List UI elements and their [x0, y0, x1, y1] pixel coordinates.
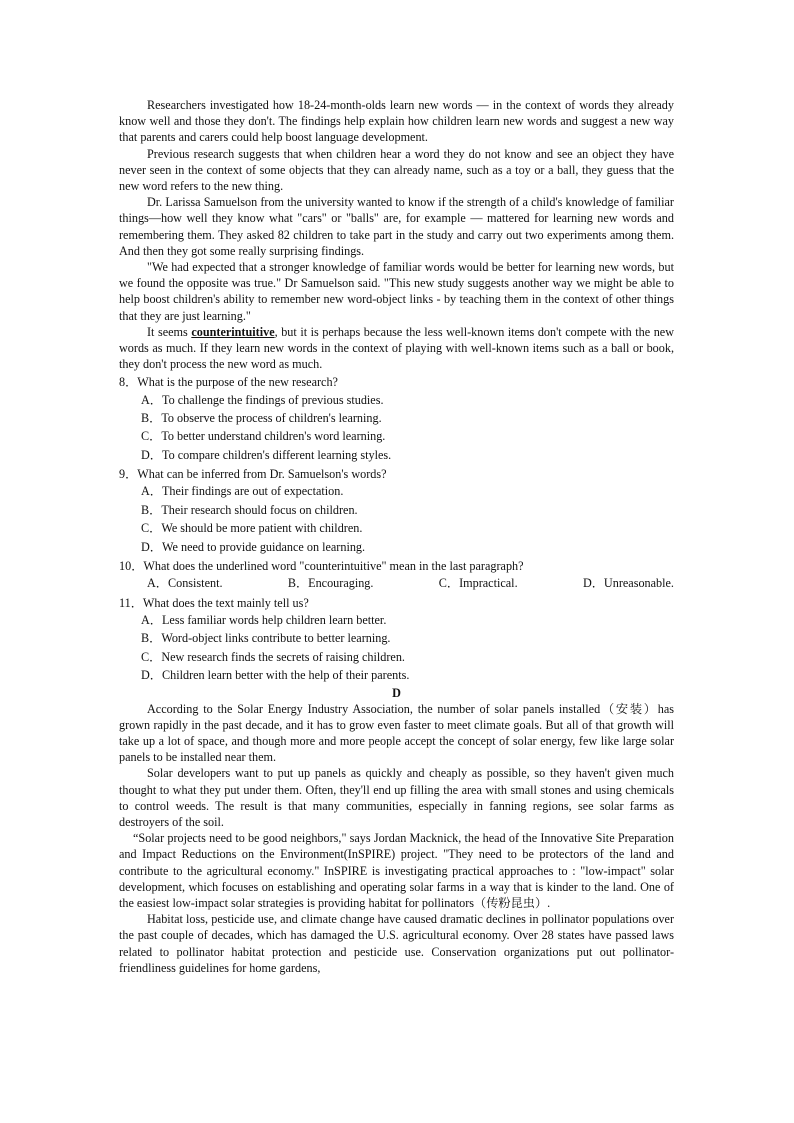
option-a: A．Their findings are out of expectation. — [141, 484, 344, 499]
option-a: A．Less familiar words help children learn better. — [141, 612, 387, 627]
option-b: B．Their research should focus on children. — [141, 502, 358, 517]
passage-d-paragraph-4: Habitat loss, pesticide use, and climate change have caused dramatic declines in pollinator populations over the past couple of decades, which has damaged the U.S. agricultural economy. Over 28 states have passed laws related to pollinator habitat protection and pesticide use. Conservation organizations put out pollinator-friendliness guidelines for home gardens, — [119, 912, 674, 975]
passage-d-paragraph-3: “Solar projects need to be good neighbors," says Jordan Macknick, the head of the Innovative Site Preparation and Impact Reductions on the Environment(InSPIRE) project. "They need to be protectors of the land and contribute to the agricultural economy." InSPIRE is investigating practical approaches to : "low-impact" solar development, which focuses on establishing and operating solar farms in a way that is kinder to the land. One of the easiest low-impact solar strategies is providing habitat for pollinators（传粉昆虫）. — [119, 831, 674, 910]
options-row — [147, 574, 674, 592]
option-d: D．Unreasonable. — [582, 576, 674, 591]
option-d: D．To compare children's different learning styles. — [141, 447, 392, 462]
question-stem: 11．What does the text mainly tell us? — [119, 595, 309, 610]
option-d: D．We need to provide guidance on learning. — [141, 539, 366, 554]
question-9 — [119, 466, 674, 556]
underlined-word: counterintuitive — [191, 324, 275, 339]
option-a: A．Consistent. — [147, 576, 223, 591]
question-10 — [119, 558, 674, 593]
passage-c-paragraph-3: Dr. Larissa Samuelson from the university wanted to know if the strength of a child's knowledge of familiar things—how well they know what "cars" or "balls" are, for example — mattered for learning new words and remembering them. They asked 82 children to take part in the study and carry out two experiments among them. And then they got some really surprising findings. — [119, 195, 674, 258]
option-d: D．Children learn better with the help of their parents. — [141, 668, 410, 683]
passage-c-paragraph-5 — [119, 324, 674, 373]
passage-c-paragraph-4: "We had expected that a stronger knowledge of familiar words would be better for learning new words, but we found the opposite was true." Dr Samuelson said. "This new study suggests another way we might be able to help boost children's ability to remember new word-object links - by teaching them in the context of other things that they are just learning." — [119, 260, 674, 323]
question-stem: 10．What does the underlined word "counterintuitive" mean in the last paragraph? — [119, 559, 524, 574]
option-c: C．Impractical. — [438, 576, 518, 591]
passage-d-paragraph-1: According to the Solar Energy Industry Association, the number of solar panels installed（安装）has grown rapidly in the past decade, and it has to grow even faster to meet climate goals. But all of that growth will take up a lot of space, and though more and more people accept the concept of solar energy, few like large solar panels to be installed near them. — [119, 701, 674, 765]
option-b: B．Word-object links contribute to better learning. — [141, 631, 391, 646]
question-stem: 9．What can be inferred from Dr. Samuelson's words? — [119, 467, 387, 482]
passage-c-paragraph-1: Researchers investigated how 18-24-month-olds learn new words — in the context of words they already know well and those they don't. The findings help explain how children learn new words and suggest a new way that parents and carers could help boost language development. — [119, 98, 674, 145]
section-heading: D — [392, 685, 401, 700]
option-a: A．To challenge the findings of previous studies. — [141, 392, 384, 407]
option-c: C．New research finds the secrets of raising children. — [141, 649, 405, 664]
passage-c-paragraph-2: Previous research suggests that when children hear a word they do not know and see an object they have never seen in the context of some objects that they can already name, such as a toy or a ball, they guess that the new word refers to the new thing. — [119, 146, 674, 194]
question-stem: 8．What is the purpose of the new research? — [119, 375, 338, 390]
question-8 — [119, 374, 674, 464]
option-c: C．We should be more patient with children. — [141, 521, 363, 536]
option-b: B．Encouraging. — [287, 576, 374, 591]
p5-text-before: It seems — [147, 324, 192, 339]
question-11 — [119, 595, 674, 685]
passage-d-paragraph-2: Solar developers want to put up panels as quickly and cheaply as possible, so they haven't given much thought to what they put under them. Often, they'll end up filling the area with small stones and using chemicals to control weeds. The result is that many communities, especially in fanning regions, see solar farms as destroyers of the soil. — [119, 766, 674, 829]
option-b: B．To observe the process of children's learning. — [141, 411, 382, 426]
exam-page — [119, 97, 674, 976]
option-c: C．To better understand children's word learning. — [141, 429, 386, 444]
p5-text-after: , but it is perhaps because the less well-known items don't compete with the new words as much. If they learn new words in the context of playing with well-known items such as a ball or book, they don't process the new word as much. — [119, 324, 675, 372]
